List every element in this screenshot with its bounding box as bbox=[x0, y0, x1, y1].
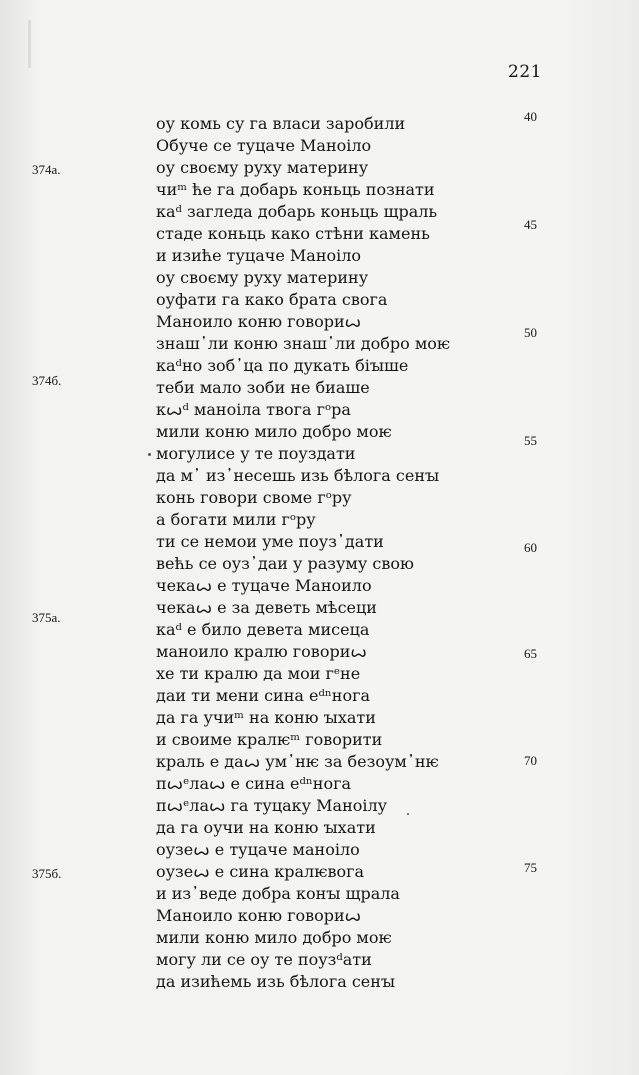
folio-mark: 374б. bbox=[32, 373, 62, 388]
verse-line: конь говори своме гᵒру bbox=[156, 488, 352, 507]
line-number: 75 bbox=[524, 860, 537, 875]
verse-line: оу комь су га власи заробили bbox=[156, 114, 406, 133]
verse-line: Маноило коню говориꙍ bbox=[156, 906, 362, 925]
verse-line: пꙍᵉлаꙍ га туцаку Маноiлу bbox=[156, 796, 388, 815]
verse-line: ти се немои уме поуз᾿дати bbox=[156, 532, 384, 551]
line-number: 70 bbox=[524, 753, 537, 768]
verse-line: чекаꙍ е за деветь мѣсеци bbox=[156, 598, 377, 617]
verse-line: да изићемь изь бѣлога сенꙑ bbox=[156, 972, 396, 991]
verse-line: мили коню мило добро моѥ bbox=[156, 422, 392, 441]
verse-line: чиᵐ ће га добарь коньць познати bbox=[156, 180, 435, 199]
ink-speck bbox=[407, 813, 409, 815]
verse-line: могу ли се оу те поузᵈати bbox=[156, 950, 372, 969]
verse-line: већь се оуз᾿даи у разуму свою bbox=[156, 554, 414, 573]
verse-line: оузеꙍ е сина кралѥвога bbox=[156, 862, 365, 881]
verse-line: чекаꙍ е туцаче Маноило bbox=[156, 576, 372, 595]
page-number: 221 bbox=[508, 62, 542, 82]
verse-line: да га оучи на коню ꙑхати bbox=[156, 818, 376, 837]
verse-line: краль е даꙍ ум᾿нѥ за безоум᾿нѥ bbox=[156, 752, 439, 771]
verse-line: оу своєму руху материну bbox=[156, 158, 369, 177]
verse-line: стаде коньць како стѣни камень bbox=[156, 224, 430, 243]
verse-line: оу своєму руху материну bbox=[156, 268, 369, 287]
verse-line: Обуче се туцаче Маноiло bbox=[156, 136, 372, 155]
line-number: 65 bbox=[524, 646, 537, 661]
binding-edge bbox=[28, 20, 31, 68]
verse-line: Маноило коню говориꙍ bbox=[156, 312, 362, 331]
verse-line: каᵈ е било девета мисеца bbox=[156, 620, 370, 639]
folio-mark: 375б. bbox=[32, 866, 62, 881]
verse-line: теби мало зоби не биаше bbox=[156, 378, 370, 397]
line-number: 55 bbox=[524, 433, 537, 448]
verse-line: да м᾿ из᾿несешь изь бѣлога сенꙑ bbox=[156, 466, 440, 485]
line-number: 50 bbox=[524, 325, 537, 340]
folio-mark: 375а. bbox=[32, 610, 61, 625]
verse-line: знаш᾿ли коню знаш᾿ли добро моѥ bbox=[156, 334, 451, 353]
verse-line: да га учиᵐ на коню ꙑхати bbox=[156, 708, 376, 727]
verse-line: даи ти мени сина еᵈⁿнога bbox=[156, 686, 370, 705]
verse-line: кꙍᵈ маноiла твога гᵒра bbox=[156, 400, 351, 419]
verse-line: оузеꙍ е туцаче маноiло bbox=[156, 840, 360, 859]
line-number: 45 bbox=[524, 217, 537, 232]
verse-line: могулисе у те поуздати bbox=[156, 444, 356, 463]
verse-line: пꙍᵉлаꙍ е сина еᵈⁿнога bbox=[156, 774, 352, 793]
verse-line: маноило кралю говориꙍ bbox=[156, 642, 367, 661]
verse-line: хе ти кралю да мои гᵉне bbox=[156, 664, 361, 683]
verse-line: каᵈ загледа добарь коньць щраль bbox=[156, 202, 438, 221]
verse-line: и из᾿веде добра конꙑ щрала bbox=[156, 884, 400, 903]
ink-speck bbox=[148, 453, 151, 456]
verse-line: каᵈно зоб᾿ца по дукать бiꙑше bbox=[156, 356, 409, 375]
line-number: 60 bbox=[524, 540, 537, 555]
verse-line: мили коню мило добро моѥ bbox=[156, 928, 392, 947]
verse-line: а богати мили гᵒру bbox=[156, 510, 316, 529]
verse-line: оуфати га како брата свога bbox=[156, 290, 388, 309]
folio-mark: 374а. bbox=[32, 162, 61, 177]
verse-line: и своиме кралѥᵐ говорити bbox=[156, 730, 383, 749]
verse-line: и изиће туцаче Маноiло bbox=[156, 246, 362, 265]
line-number: 40 bbox=[524, 109, 537, 124]
